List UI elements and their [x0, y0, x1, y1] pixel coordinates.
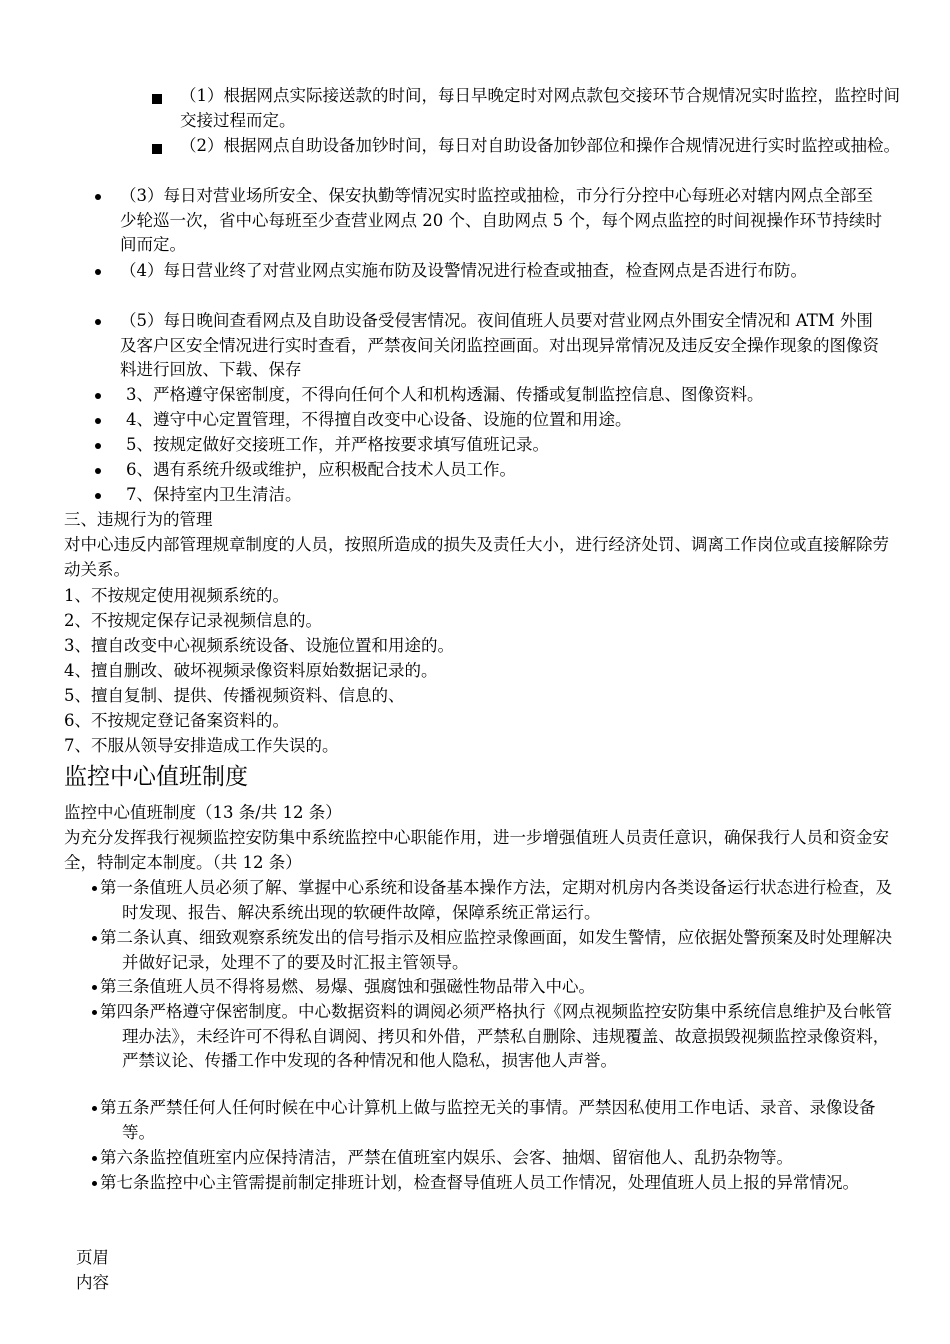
- sub-bullet-2: （2）根据网点自助设备加钞时间，每日对自助设备加钞部位和操作合规情况进行实时监控或抽检。: [180, 136, 900, 155]
- article-7: 第七条监控中心主管需提前制定排班计划，检查督导值班人员工作情况，处理值班人员上报的异常情况。: [100, 1173, 859, 1192]
- section-intro: 对中心违反内部管理规章制度的人员，按照所造成的损失及责任大小，进行经济处罚、调离工作岗位或直接解除劳动关系。: [64, 535, 889, 579]
- article-5: 第五条严禁任何人任何时候在中心计算机上做与监控无关的事情。严禁因私使用工作电话、录音、录像设备等。: [100, 1098, 876, 1142]
- round-bullet-icon: [95, 443, 101, 449]
- rule-item-4: 4、遵守中心定置管理，不得擅自改变中心设备、设施的位置和用途。: [126, 410, 632, 429]
- round-bullet-icon: [95, 468, 101, 474]
- footer-label-1: 页眉: [76, 1248, 109, 1267]
- violation-item: 6、不按规定登记备案资料的。: [64, 711, 289, 730]
- square-bullet-icon: [152, 94, 162, 104]
- rule-item-7: 7、保持室内卫生清洁。: [126, 485, 302, 504]
- square-bullet-icon: [152, 144, 162, 154]
- round-bullet-icon: [95, 493, 101, 499]
- round-bullet-icon: [92, 1106, 97, 1111]
- round-bullet-icon: [92, 886, 97, 891]
- intro-paragraph: 为充分发挥我行视频监控安防集中系统监控中心职能作用，进一步增强值班人员责任意识，确保我行人员和资金安全，特制定本制度。（共 12 条）: [64, 828, 889, 872]
- page-heading: 监控中心值班制度: [64, 764, 248, 790]
- sub-bullet-1: （1）根据网点实际接送款的时间，每日早晚定时对网点款包交接环节合规情况实时监控，监控时间交接过程而定。: [180, 86, 900, 130]
- round-bullet-icon: [92, 1010, 97, 1015]
- round-bullet-icon: [95, 418, 101, 424]
- article-6: 第六条监控值班室内应保持清洁，严禁在值班室内娱乐、会客、抽烟、留宿他人、乱扔杂物等。: [100, 1148, 793, 1167]
- footer-label-2: 内容: [76, 1273, 109, 1292]
- round-bullet-icon: [95, 194, 101, 200]
- article-2: 第二条认真、细致观察系统发出的信号指示及相应监控录像画面，如发生警情，应依据处警预案及时处理解决并做好记录，处理不了的要及时汇报主管领导。: [100, 928, 892, 972]
- round-bullet-icon: [95, 269, 101, 275]
- bullet-item-3: （3）每日对营业场所安全、保安执勤等情况实时监控或抽检，市分行分控中心每班必对辖内网点全部至少轮巡一次，省中心每班至少查营业网点 20 个、自助网点 5 个，每个网点监控的时间视操作环节持续时间而定。: [120, 186, 882, 254]
- violation-item: 4、擅自删改、破坏视频录像资料原始数据记录的。: [64, 661, 438, 680]
- subtitle: 监控中心值班制度（13 条/共 12 条）: [64, 803, 342, 822]
- section-title: 三、违规行为的管理: [64, 510, 213, 529]
- violation-item: 3、擅自改变中心视频系统设备、设施位置和用途的。: [64, 636, 454, 655]
- round-bullet-icon: [92, 936, 97, 941]
- article-4: 第四条严格遵守保密制度。中心数据资料的调阅必须严格执行《网点视频监控安防集中系统信息维护及台帐管理办法》，未经许可不得私自调阅、拷贝和外借，严禁私自删除、违规覆盖、故意损毁视频监控录像资料，严禁议论、传播工作中发现的各种情况和他人隐私，损害他人声誉。: [100, 1002, 892, 1070]
- article-1: 第一条值班人员必须了解、掌握中心系统和设备基本操作方法，定期对机房内各类设备运行状态进行检查，及时发现、报告、解决系统出现的软硬件故障，保障系统正常运行。: [100, 878, 892, 922]
- article-3: 第三条值班人员不得将易燃、易爆、强腐蚀和强磁性物品带入中心。: [100, 977, 595, 996]
- round-bullet-icon: [95, 393, 101, 399]
- round-bullet-icon: [95, 319, 101, 325]
- bullet-item-5: （5）每日晚间查看网点及自助设备受侵害情况。夜间值班人员要对营业网点外围安全情况和 ATM 外围及客户区安全情况进行实时查看，严禁夜间关闭监控画面。对出现异常情况及违反安全操作现象的图像资料进行回放、下载、保存: [120, 311, 879, 379]
- violation-item: 7、不服从领导安排造成工作失误的。: [64, 736, 339, 755]
- rule-item-6: 6、遇有系统升级或维护，应积极配合技术人员工作。: [126, 460, 516, 479]
- round-bullet-icon: [92, 1156, 97, 1161]
- violation-item: 2、不按规定保存记录视频信息的。: [64, 611, 322, 630]
- violation-item: 1、不按规定使用视频系统的。: [64, 586, 289, 605]
- bullet-item-4: （4）每日营业终了对营业网点实施布防及设警情况进行检查或抽查，检查网点是否进行布防。: [120, 261, 807, 280]
- rule-item-5: 5、按规定做好交接班工作，并严格按要求填写值班记录。: [126, 435, 549, 454]
- violation-item: 5、擅自复制、提供、传播视频资料、信息的、: [64, 686, 405, 705]
- rule-item-3: 3、严格遵守保密制度，不得向任何个人和机构透漏、传播或复制监控信息、图像资料。: [126, 385, 764, 404]
- round-bullet-icon: [92, 1181, 97, 1186]
- round-bullet-icon: [92, 985, 97, 990]
